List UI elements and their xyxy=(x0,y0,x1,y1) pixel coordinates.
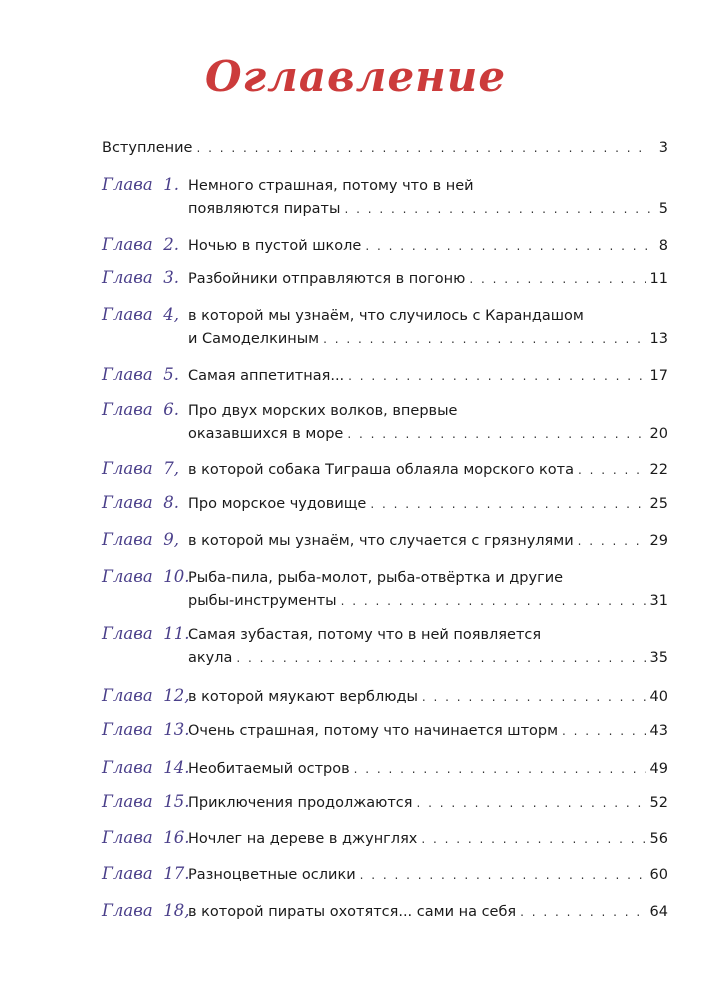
dot-leader xyxy=(236,646,645,671)
dot-leader xyxy=(354,757,646,782)
toc-entry-chapter-2[interactable] xyxy=(102,232,668,257)
dot-leader xyxy=(562,719,646,744)
dot-leader xyxy=(417,791,646,816)
dot-leader xyxy=(196,136,650,161)
toc-entry-chapter-13[interactable] xyxy=(102,717,668,742)
chapter-label xyxy=(102,564,188,589)
entry-title: Приключения продолжаются xyxy=(188,795,413,811)
chapter-label xyxy=(102,397,188,422)
chapter-number: 14. xyxy=(163,758,190,777)
chapter-label xyxy=(102,621,188,646)
entry-title-line1: Немного страшная, потому что в ней xyxy=(188,178,474,194)
toc-entry-chapter-8[interactable] xyxy=(102,490,668,515)
page-number: 56 xyxy=(649,831,668,847)
page-number: 49 xyxy=(649,761,668,777)
entry-title: Самая аппетитная... xyxy=(188,368,345,384)
toc-entry-chapter-6[interactable] xyxy=(102,397,668,447)
chapter-label xyxy=(102,490,188,515)
dot-leader xyxy=(344,197,650,222)
chapter-number: 17. xyxy=(163,864,190,883)
toc-entry-chapter-10[interactable] xyxy=(102,564,668,614)
toc-entry-chapter-1[interactable] xyxy=(102,172,668,222)
dot-leader xyxy=(578,529,646,554)
chapter-label xyxy=(102,789,188,814)
chapter-number: 18, xyxy=(163,901,190,920)
entry-title-line1: Рыба-пила, рыба-молот, рыба-отвёртка и другие xyxy=(188,570,564,586)
chapter-number: 3. xyxy=(163,268,179,287)
entry-title: в которой мы узнаём, что случается с грязнулями xyxy=(188,533,574,549)
page-number: 29 xyxy=(649,533,668,549)
entry-title-line2: оказавшихся в море xyxy=(188,426,344,442)
chapter-label xyxy=(102,683,188,708)
entry-title-line2: появляются пираты xyxy=(188,201,341,217)
dot-leader xyxy=(469,267,645,292)
chapter-label xyxy=(102,755,188,780)
entry-title-line1: Самая зубастая, потому что в ней появляется xyxy=(188,627,542,643)
page-number: 43 xyxy=(649,723,668,739)
chapter-word: Глава xyxy=(102,235,153,254)
toc-entry-chapter-16[interactable] xyxy=(102,825,668,850)
chapter-label xyxy=(102,527,188,552)
toc-entry-chapter-3[interactable] xyxy=(102,265,668,290)
chapter-number: 8. xyxy=(163,493,179,512)
dot-leader xyxy=(422,685,646,710)
dot-leader xyxy=(520,900,645,925)
entry-title: Разноцветные ослики xyxy=(188,867,356,883)
chapter-label xyxy=(102,265,188,290)
chapter-word: Глава xyxy=(102,400,153,419)
dot-leader xyxy=(578,458,646,483)
dot-leader xyxy=(347,422,645,447)
entry-title: Ночлег на дереве в джунглях xyxy=(188,831,418,847)
chapter-word: Глава xyxy=(102,530,153,549)
chapter-word: Глава xyxy=(102,175,153,194)
chapter-number: 6. xyxy=(163,400,179,419)
chapter-number: 13. xyxy=(163,720,190,739)
page-number: 3 xyxy=(658,140,668,156)
page-number: 64 xyxy=(649,904,668,920)
chapter-word: Глава xyxy=(102,686,153,705)
chapter-number: 5. xyxy=(163,365,179,384)
chapter-label xyxy=(102,898,188,923)
entry-title: Про морское чудовище xyxy=(188,496,367,512)
page-number: 11 xyxy=(649,271,668,287)
chapter-number: 16. xyxy=(163,828,190,847)
toc-entry-chapter-14[interactable] xyxy=(102,755,668,780)
chapter-label xyxy=(102,302,188,327)
chapter-label xyxy=(102,861,188,886)
toc-entry-chapter-12[interactable] xyxy=(102,683,668,708)
page-number: 52 xyxy=(649,795,668,811)
dot-leader xyxy=(360,863,646,888)
entry-title: Ночью в пустой школе xyxy=(188,238,362,254)
toc-entry-chapter-11[interactable] xyxy=(102,621,668,671)
chapter-label xyxy=(102,456,188,481)
chapter-label xyxy=(102,362,188,387)
page-number: 40 xyxy=(649,689,668,705)
chapter-word: Глава xyxy=(102,305,153,324)
chapter-word: Глава xyxy=(102,268,153,287)
chapter-word: Глава xyxy=(102,864,153,883)
dot-leader xyxy=(323,327,645,352)
chapter-word: Глава xyxy=(102,901,153,920)
toc-entry-chapter-5[interactable] xyxy=(102,362,668,387)
page-number: 20 xyxy=(649,426,668,442)
entry-title-line2: рыбы-инструменты xyxy=(188,593,337,609)
page-number: 22 xyxy=(649,462,668,478)
page-number: 60 xyxy=(649,867,668,883)
chapter-number: 11. xyxy=(163,624,190,643)
page-number: 17 xyxy=(649,368,668,384)
dot-leader xyxy=(341,589,646,614)
entry-title-line1: Про двух морских волков, впервые xyxy=(188,403,458,419)
page-number: 25 xyxy=(649,496,668,512)
entry-title: Разбойники отправляются в погоню xyxy=(188,271,466,287)
chapter-word: Глава xyxy=(102,365,153,384)
entry-title: Очень страшная, потому что начинается шторм xyxy=(188,723,559,739)
chapter-number: 10. xyxy=(163,567,190,586)
toc-entry-chapter-18[interactable] xyxy=(102,898,668,923)
chapter-word: Глава xyxy=(102,567,153,586)
toc-entry-chapter-9[interactable] xyxy=(102,527,668,552)
dot-leader xyxy=(421,827,645,852)
chapter-word: Глава xyxy=(102,624,153,643)
chapter-label xyxy=(102,232,188,257)
chapter-number: 2. xyxy=(163,235,179,254)
dot-leader xyxy=(348,364,645,389)
page-title: Оглавление xyxy=(204,52,507,101)
entry-title: в которой пираты охотятся... сами на себя xyxy=(188,904,517,920)
entry-title-line2: и Самоделкиным xyxy=(188,331,320,347)
dot-leader xyxy=(365,234,650,259)
chapter-word: Глава xyxy=(102,792,153,811)
chapter-number: 9, xyxy=(163,530,179,549)
chapter-number: 1. xyxy=(163,175,179,194)
chapter-label xyxy=(102,717,188,742)
page-number: 31 xyxy=(649,593,668,609)
chapter-label xyxy=(102,172,188,197)
chapter-word: Глава xyxy=(102,828,153,847)
chapter-label xyxy=(102,825,188,850)
chapter-number: 4, xyxy=(163,305,179,324)
toc-entry-chapter-17[interactable] xyxy=(102,861,668,886)
dot-leader xyxy=(370,492,645,517)
entry-title-line2: акула xyxy=(188,650,233,666)
chapter-word: Глава xyxy=(102,758,153,777)
toc-entry-intro[interactable] xyxy=(102,136,668,161)
toc-entry-chapter-15[interactable] xyxy=(102,789,668,814)
entry-title-line1: в которой мы узнаём, что случилось с Карандашом xyxy=(188,308,584,324)
entry-title: в которой мяукают верблюды xyxy=(188,689,418,705)
chapter-word: Глава xyxy=(102,720,153,739)
entry-title: в которой собака Тиграша облаяла морского кота xyxy=(188,462,575,478)
page-number: 5 xyxy=(658,201,668,217)
chapter-number: 12, xyxy=(163,686,190,705)
page-number: 13 xyxy=(649,331,668,347)
page-number: 35 xyxy=(649,650,668,666)
entry-title: Вступление xyxy=(102,140,193,156)
chapter-number: 15. xyxy=(163,792,190,811)
chapter-word: Глава xyxy=(102,493,153,512)
page-number: 8 xyxy=(658,238,668,254)
chapter-word: Глава xyxy=(102,459,153,478)
toc-entry-chapter-7[interactable] xyxy=(102,456,668,481)
toc-entry-chapter-4[interactable] xyxy=(102,302,668,352)
entry-title: Необитаемый остров xyxy=(188,761,350,777)
chapter-number: 7, xyxy=(163,459,179,478)
